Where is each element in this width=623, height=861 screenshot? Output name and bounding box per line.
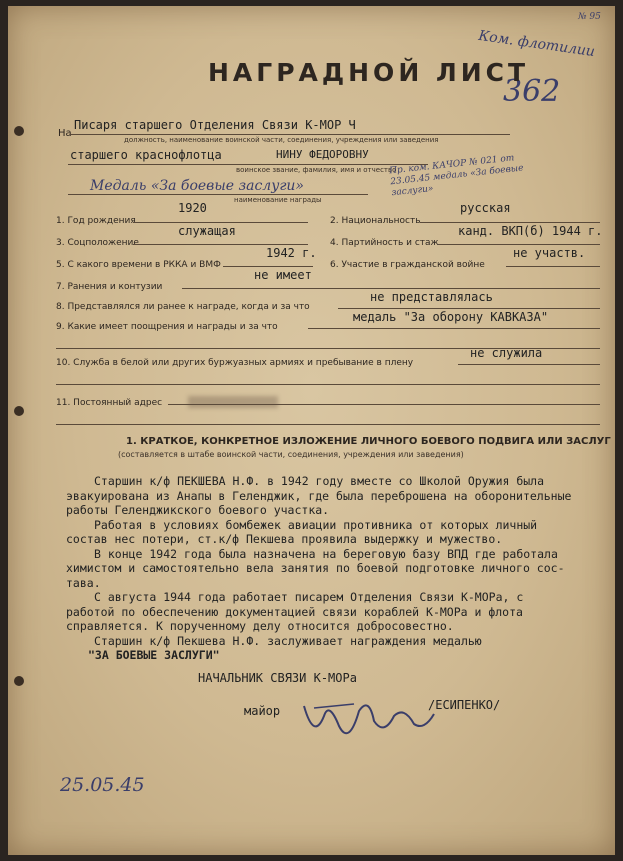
punch-hole <box>14 126 24 136</box>
rule <box>182 288 600 289</box>
rule <box>168 404 600 405</box>
unit-value: Писаря старшего Отделения Связи К-МОР Ч <box>74 118 356 132</box>
citation-line: "ЗА БОЕВЫЕ ЗАСЛУГИ" <box>88 648 220 662</box>
document-title: НАГРАДНОЙ ЛИСТ <box>208 58 530 87</box>
rule <box>133 244 308 245</box>
rule <box>68 194 368 195</box>
citation-line: химистом и самостоятельно вела занятия по боевой подготовке личного сос- <box>66 561 565 575</box>
white-army-label: 10. Служба в белой или других буржуазных армиях и пребывание в плену <box>56 358 414 368</box>
rank-value: старшего краснофлотца <box>70 148 222 162</box>
name-value: НИНУ ФЕДОРОВНУ <box>276 148 369 161</box>
order-note: Пр. ком. КАЧОР № 021 от 23.05.45 медаль «За боевые заслуги» <box>388 153 524 199</box>
signer-rank: майор <box>244 704 281 718</box>
signer-name: /ЕСИПЕНКО/ <box>428 698 501 712</box>
unit-caption: должность, наименование воинской части, соединения, учреждения или заведения <box>124 136 439 144</box>
address-label: 11. Постоянный адрес <box>56 398 163 408</box>
corner-note: Ком. флотилии <box>477 27 596 61</box>
rule <box>68 164 428 165</box>
rule <box>223 266 313 267</box>
citation-line: В конце 1942 года была назначена на береговую базу ВПД где работала <box>94 546 558 561</box>
rule <box>420 222 600 223</box>
party-label: 4. Партийность и стаж <box>330 238 439 248</box>
citation-line: С августа 1944 года работает писарем Отделения Связи К-МОРа, с <box>94 590 524 604</box>
citation-line: работой по обеспечению документацией связи кораблей К-МОРа и флота <box>66 604 523 619</box>
section-subtitle: (составляется в штабе воинской части, соединения, учреждения или заведения) <box>118 450 464 459</box>
citation-line: Работая в условиях бомбежек авиации противника от которых личный <box>94 517 538 532</box>
honors-value: медаль "За оборону КАВКАЗА" <box>353 310 549 324</box>
rank-caption: воинское звание, фамилия, имя и отчество <box>236 166 397 174</box>
civilwar-value: не участв. <box>513 246 586 260</box>
signer-title: НАЧАЛЬНИК СВЯЗИ К-МОРа <box>198 671 357 685</box>
white-army-value: не служила <box>470 346 543 360</box>
citation-line: справляется. К порученному делу относится добросовестно. <box>66 619 454 633</box>
since-label: 5. С какого времени в РККА и ВМФ <box>56 260 221 270</box>
citation-line: работы Геленджикского боевого участка. <box>66 503 330 517</box>
since-value: 1942 г. <box>266 246 317 260</box>
signature <box>294 686 454 746</box>
citation-line: эвакуирована из Анапы в Геленджик, где была переброшена на оборонительные <box>66 488 572 503</box>
wounds-value: не имеет <box>254 268 312 282</box>
social-value: служащая <box>178 224 236 238</box>
civilwar-label: 6. Участие в гражданской войне <box>330 260 485 270</box>
citation-line: Старшин к/ф ПЕКШЕВА Н.Ф. в 1942 году вместе со Школой Оружия была <box>94 474 545 488</box>
wounds-label: 7. Ранения и контузии <box>56 282 163 292</box>
citation-line: тава. <box>66 575 101 590</box>
social-label: 3. Соцположение <box>56 238 139 248</box>
rule <box>438 244 600 245</box>
corner-number: № 95 <box>578 12 601 22</box>
rule <box>56 424 600 425</box>
rule <box>458 364 600 365</box>
date-handwritten: 25.05.45 <box>60 774 145 796</box>
punch-hole <box>14 676 24 686</box>
honors-label: 9. Какие имеет поощрения и награды и за что <box>56 322 278 332</box>
punch-hole <box>14 406 24 416</box>
award-value: Медаль «За боевые заслуги» <box>90 178 304 194</box>
nationality-value: русская <box>460 201 511 215</box>
rule <box>133 222 308 223</box>
party-value: канд. ВКП(б) 1944 г. <box>458 224 603 238</box>
section-title: 1. КРАТКОЕ, КОНКРЕТНОЕ ИЗЛОЖЕНИЕ ЛИЧНОГО БОЕВОГО ПОДВИГА ИЛИ ЗАСЛУГ <box>126 436 611 447</box>
ink-smudge <box>188 396 278 408</box>
citation-line: Старшин к/ф Пекшева Н.Ф. заслуживает награждения медалью <box>94 633 482 648</box>
birth-value: 1920 <box>178 201 207 215</box>
citation-text <box>66 474 571 663</box>
prev-award-label: 8. Представлялся ли ранее к награде, когда и за что <box>56 302 310 312</box>
rule <box>506 266 600 267</box>
registration-number: 362 <box>503 74 561 109</box>
rule <box>308 328 600 329</box>
birth-label: 1. Год рождения <box>56 216 136 226</box>
award-caption: наименование награды <box>234 196 322 204</box>
award-sheet <box>8 6 615 855</box>
citation-line: состав нес потери, ст.к/ф Пекшева проявила выдержку и мужество. <box>66 532 503 546</box>
rule <box>56 384 600 385</box>
rule <box>338 308 600 309</box>
na-label: На <box>58 128 72 139</box>
prev-award-value: не представлялась <box>370 290 493 304</box>
rule <box>70 134 510 135</box>
nationality-label: 2. Национальность <box>330 216 421 226</box>
